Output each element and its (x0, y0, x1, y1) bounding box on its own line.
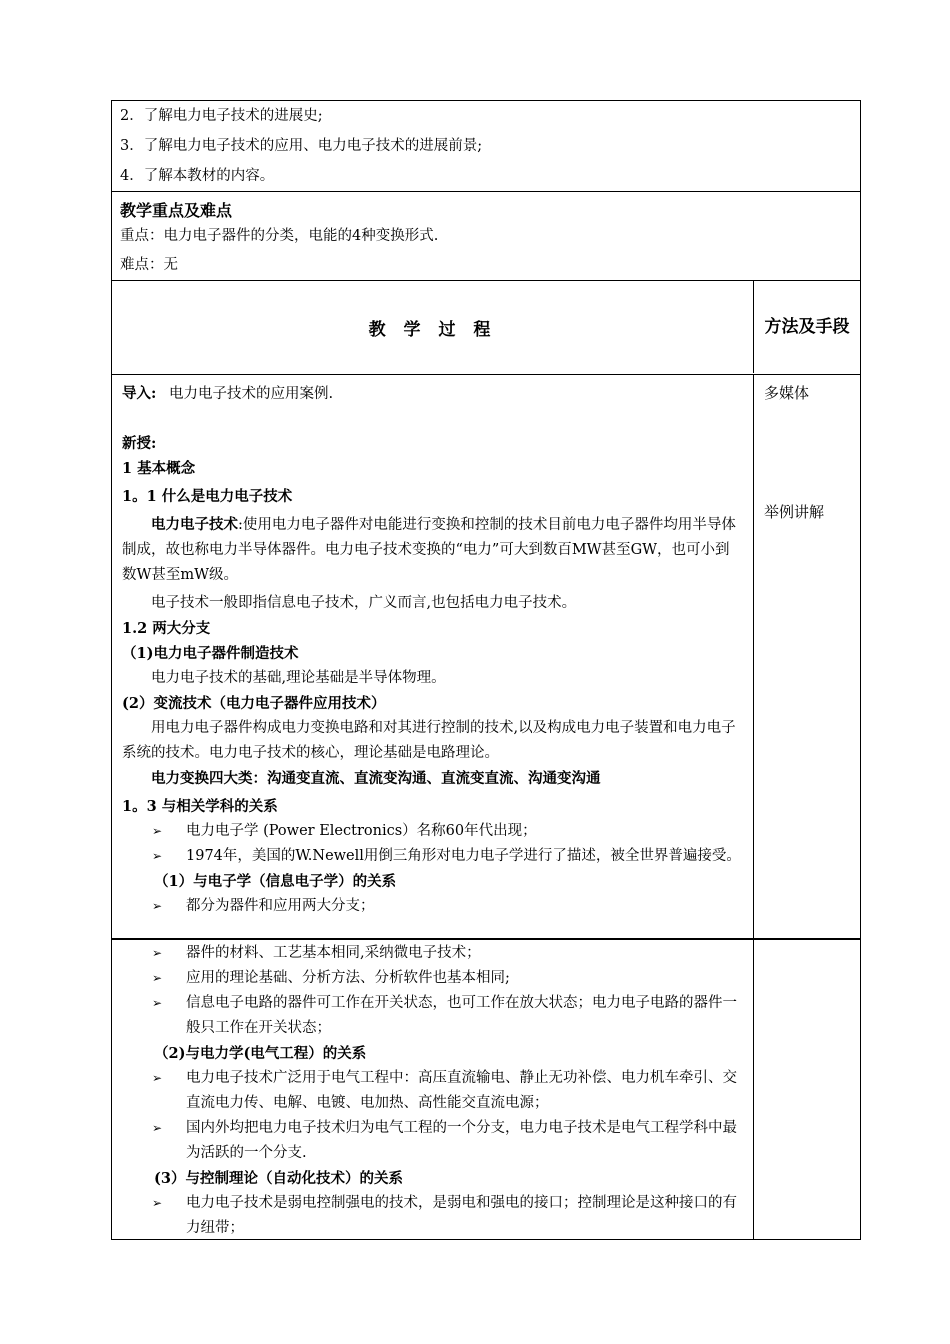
branch-2-text: 用电力电子器件构成电力变换电路和对其进行控制的技术,以及构成电力电子装置和电力电子系统的技术。电力电子技术的核心，理论基础是电路理论。 (122, 720, 736, 761)
section-1-1-paragraph: 电子技术一般即指信息电子技术，广义而言,也包括电力电子技术。 (151, 595, 577, 611)
list-item (112, 819, 753, 844)
list-item (112, 941, 753, 966)
section-1-1-title: 1。1 什么是电力电子技术 (122, 488, 293, 505)
term: 电力电子技术 (151, 516, 238, 533)
method-multimedia: 多媒体 (764, 384, 810, 402)
objective-line: 2．了解电力电子技术的进展史; (120, 108, 323, 124)
list-item (112, 1191, 753, 1241)
process-body-1 (111, 375, 861, 940)
list-item-text: 电力电子技术广泛用于电气工程中：高压直流输电、静止无功补偿、电力机车牵引、交直流电力传、电解、电镀、电加热、高性能交直流电源； (186, 1070, 737, 1111)
list-item-text: 信息电子电路的器件可工作在开关状态，也可工作在放大状态；电力电子电路的器件一般只工作在开关状态； (186, 995, 737, 1036)
list-item-text: 电力电子技术是弱电控制强电的技术，是弱电和强电的接口；控制理论是这种接口的有力纽带； (186, 1195, 737, 1236)
list-item (112, 1066, 753, 1116)
process-column-title: 教 学 过 程 (112, 281, 754, 373)
relation-3-title: (3）与控制理论（自动化技术）的关系 (154, 1170, 403, 1187)
bullet-arrow-icon: ➢ (152, 996, 163, 1010)
branch-1-title: （1)电力电子器件制造技术 (122, 645, 299, 662)
list-item (112, 991, 753, 1041)
relation-2-title: （2)与电力学(电气工程）的关系 (154, 1045, 367, 1062)
bullet-arrow-icon: ➢ (152, 824, 163, 838)
section-1-title: 1 基本概念 (122, 460, 196, 477)
list-item-text: 电力电子学 (Power Electronics）名称60年代出现； (186, 823, 537, 839)
objective-line: 4．了解本教材的内容。 (120, 168, 275, 184)
list-item-text: 国内外均把电力电子技术归为电气工程的一个分支，电力电子技术是电气工程学科中最为活跃的一个分支. (186, 1120, 737, 1161)
list-item-text: 都分为器件和应用两大分支； (186, 898, 375, 914)
bullet-arrow-icon: ➢ (152, 946, 163, 960)
new-label: 新授: (122, 435, 157, 452)
bullet-arrow-icon: ➢ (152, 1071, 163, 1085)
method-content-continued (754, 940, 860, 1239)
section-1-1-definition (112, 512, 753, 588)
list-item-text: 器件的材料、工艺基本相同,采纳微电子技术； (186, 945, 481, 961)
list-item (112, 894, 753, 919)
keypoints-section (111, 192, 861, 280)
list-item (112, 844, 753, 869)
intro-line (112, 381, 753, 407)
list-item (112, 1116, 753, 1166)
intro-label: 导入: (122, 385, 157, 402)
process-content (112, 375, 754, 938)
bullet-arrow-icon: ➢ (152, 849, 163, 863)
bullet-arrow-icon: ➢ (152, 899, 163, 913)
bullet-arrow-icon: ➢ (152, 1121, 163, 1135)
process-table-header (111, 280, 861, 375)
intro-text: 电力电子技术的应用案例. (168, 386, 334, 402)
keypoints-heading: 教学重点及难点 (120, 201, 233, 220)
lesson-plan-page (111, 100, 861, 1240)
list-item-text: 1974年，美国的W.Newell用倒三角形对电力电子学进行了描述，被全世界普遍接受。 (186, 848, 741, 864)
keypoints-difficulty: 难点：无 (120, 257, 178, 273)
four-conversions: 电力变换四大类：沟通变直流、直流变沟通、直流变直流、沟通变沟通 (151, 770, 601, 787)
objectives-section (111, 100, 861, 192)
relation-1-title: （1）与电子学（信息电子学）的关系 (154, 873, 397, 890)
bullet-arrow-icon: ➢ (152, 971, 163, 985)
section-1-3-title: 1。3 与相关学科的关系 (122, 798, 278, 815)
method-column-title: 方法及手段 (764, 317, 850, 337)
list-item-text: 应用的理论基础、分析方法、分析软件也基本相同; (186, 970, 510, 986)
objective-line: 3．了解电力电子技术的应用、电力电子技术的进展前景; (120, 138, 483, 154)
process-content-continued (112, 940, 754, 1239)
list-item (112, 966, 753, 991)
branch-2-title: (2）变流技术（电力电子器件应用技术） (122, 695, 386, 712)
keypoints-focus: 重点：电力电子器件的分类，电能的4种变换形式. (120, 228, 439, 244)
branch-1-text: 电力电子技术的基础,理论基础是半导体物理。 (151, 670, 446, 686)
bullet-arrow-icon: ➢ (152, 1196, 163, 1210)
definition-text: :使用电力电子器件对电能进行变换和控制的技术目前电力电子器件均用半导体制成，故也称电力半导体器件。电力电子技术变换的“电力”可大到数百MW甚至GW，也可小到数W甚至mW级。 (122, 517, 736, 583)
section-1-2-title: 1.2 两大分支 (122, 620, 211, 637)
process-body-2 (111, 940, 861, 1240)
method-example: 举例讲解 (764, 503, 825, 521)
method-content (754, 375, 860, 938)
